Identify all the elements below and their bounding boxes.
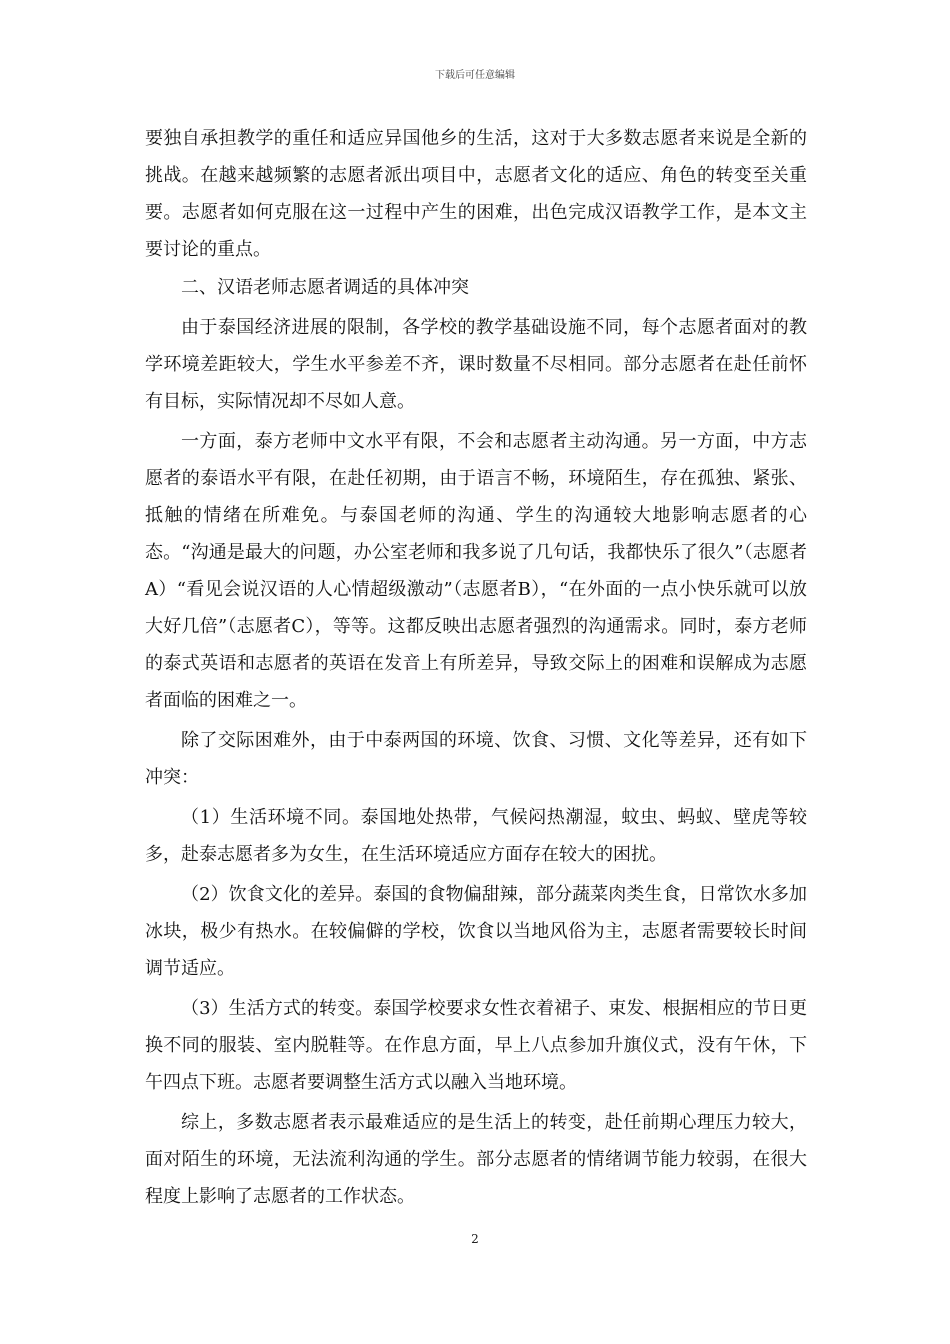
page-number: 2 [471,1232,479,1246]
list-item: （3）生活方式的转变。泰国学校要求女性衣着裙子、束发、根据相应的节日更换不同的服装、室内脱鞋等。在作息方面，早上八点参加升旗仪式，没有午休，下午四点下班。志愿者要调整生活方式以融入当地环境。 [145,998,807,1093]
paragraph: 综上，多数志愿者表示最难适应的是生活上的转变，赴任前期心理压力较大，面对陌生的环境，无法流利沟通的学生。部分志愿者的情绪调节能力较弱，在很大程度上影响了志愿者的工作状态。 [145,1112,807,1207]
list-item: （2）饮食文化的差异。泰国的食物偏甜辣，部分蔬菜肉类生食，日常饮水多加冰块，极少有热水。在较偏僻的学校，饮食以当地风俗为主，志愿者需要较长时间调节适应。 [145,884,807,979]
paragraph: 要独自承担教学的重任和适应异国他乡的生活，这对于大多数志愿者来说是全新的挑战。在越来越频繁的志愿者派出项目中，志愿者文化的适应、角色的转变至关重要。志愿者如何克服在这一过程中产生的困难，出色完成汉语教学工作，是本文主要讨论的重点。 [145,128,807,260]
list-item: （1）生活环境不同。泰国地处热带，气候闷热潮湿，蚊虫、蚂蚁、壁虎等较多，赴泰志愿者多为女生，在生活环境适应方面存在较大的困扰。 [145,807,807,865]
paragraph: 一方面，泰方老师中文水平有限，不会和志愿者主动沟通。另一方面，中方志愿者的泰语水平有限，在赴任初期，由于语言不畅，环境陌生，存在孤独、紧张、抵触的情绪在所难免。与泰国老师的沟通、学生的沟通较大地影响志愿者的心态。“沟通是最大的问题，办公室老师和我多说了几句话，我都快乐了很久”（志愿者A）“看见会说汉语的人心情超级激动”（志愿者B），“在外面的一点小快乐就可以放大好几倍”（志愿者C），等等。这都反映出志愿者强烈的沟通需求。同时，泰方老师的泰式英语和志愿者的英语在发音上有所差异，导致交际上的困难和误解成为志愿者面临的困难之一。 [145,431,807,711]
paragraph: 除了交际困难外，由于中泰两国的环境、饮食、习惯、文化等差异，还有如下冲突： [145,730,807,788]
paragraph: 由于泰国经济进展的限制，各学校的教学基础设施不同，每个志愿者面对的教学环境差距较大，学生水平参差不齐，课时数量不尽相同。部分志愿者在赴任前怀有目标，实际情况却不尽如人意。 [145,317,807,412]
page-header: 下载后可任意编辑 [435,70,515,81]
section-heading: 二、汉语老师志愿者调适的具体冲突 [181,277,469,298]
document-body [145,120,807,1215]
